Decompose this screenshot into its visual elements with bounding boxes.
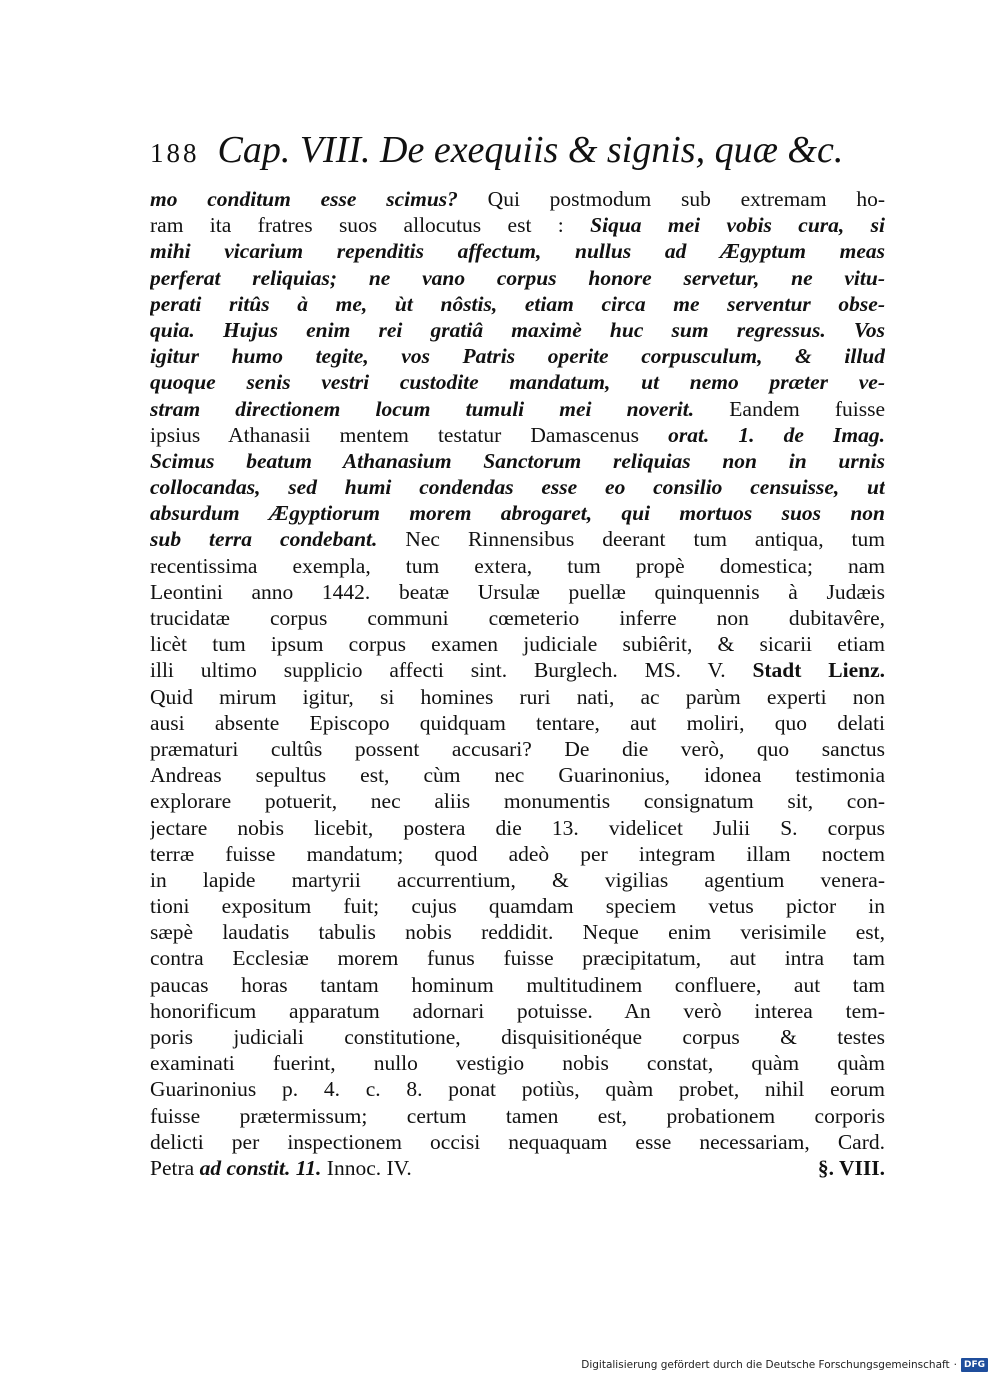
blackletter-segment: Stadt Lienz. bbox=[752, 658, 885, 683]
text-segment: delicti per inspectionem occisi nequaquam esse necessariam, Card. bbox=[150, 1129, 885, 1154]
text-line bbox=[150, 579, 885, 605]
text-line bbox=[150, 762, 885, 788]
text-segment: in lapide martyrii accurrentium, & vigilias agentium venera- bbox=[150, 867, 885, 892]
italic-segment: Scimus beatum Athanasium Sanctorum reliquias non in urnis bbox=[150, 448, 885, 473]
text-segment: licèt tum ipsum corpus examen judiciale subiêrit, & sicarii etiam bbox=[150, 632, 885, 657]
text-segment: sæpè laudatis tabulis nobis reddidit. Neque enim verisimile est, bbox=[150, 920, 885, 945]
text-segment: Qui postmodum sub extremam ho- bbox=[457, 187, 885, 211]
text-line bbox=[150, 291, 885, 317]
text-line bbox=[150, 631, 885, 657]
text-line bbox=[150, 1155, 885, 1181]
text-line bbox=[150, 788, 885, 814]
text-segment: illi ultimo supplicio affecti sint. Burglech. MS. V. bbox=[150, 658, 753, 683]
text-line bbox=[150, 317, 885, 343]
text-line bbox=[150, 1129, 885, 1155]
text-line bbox=[150, 553, 885, 579]
text-line bbox=[150, 1024, 885, 1050]
credit-text: Digitalisierung gefördert durch die Deutsche Forschungsgemeinschaft bbox=[581, 1359, 950, 1371]
italic-segment: quia. Hujus enim rei gratiâ maximè huc sum regressus. Vos bbox=[150, 317, 885, 342]
text-segment: ausi absente Episcopo quidquam tentare, aut moliri, quo delati bbox=[150, 710, 885, 735]
page-number: 188 bbox=[150, 138, 200, 168]
italic-segment: perferat reliquias; ne vano corpus honore servetur, ne vitu- bbox=[150, 265, 885, 290]
italic-segment: Siqua mei vobis cura, si bbox=[590, 213, 885, 238]
text-segment: recentissima exempla, tum extera, tum propè domestica; nam bbox=[150, 553, 885, 578]
text-segment: Leontini anno 1442. beatæ Ursulæ puellæ quinquennis à Judæis bbox=[150, 579, 885, 604]
text-line bbox=[150, 500, 885, 526]
text-line bbox=[150, 186, 885, 212]
text-line bbox=[150, 422, 885, 448]
text-segment: paucas horas tantam hominum multitudinem confluere, aut tam bbox=[150, 972, 885, 997]
italic-segment: quoque senis vestri custodite mandatum, ut nemo præter ve- bbox=[150, 370, 885, 395]
text-segment: jectare nobis licebit, postera die 13. videlicet Julii S. corpus bbox=[150, 815, 885, 840]
italic-segment: absurdum Ægyptiorum morem abrogaret, qui mortuos suos non bbox=[150, 501, 885, 526]
text-line bbox=[150, 396, 885, 422]
text-segment: explorare potuerit, nec aliis monumentis consignatum sit, con- bbox=[150, 789, 885, 814]
italic-segment: perati ritûs à me, ùt nôstis, etiam circa me serventur obse- bbox=[150, 291, 885, 316]
text-line bbox=[150, 736, 885, 762]
text-segment: terræ fuisse mandatum; quod adeò per integram illam noctem bbox=[150, 841, 885, 866]
text-line bbox=[150, 841, 885, 867]
text-segment: Guarinonius p. 4. c. 8. ponat potiùs, quàm probet, nihil eorum bbox=[150, 1077, 885, 1102]
text-line bbox=[150, 343, 885, 369]
text-line bbox=[150, 972, 885, 998]
running-head: Cap. VIII. De exequiis & signis, quæ &c. bbox=[217, 129, 844, 171]
separator: · bbox=[953, 1359, 957, 1371]
text-segment: trucidatæ corpus communi cœmeterio inferre non dubitavêre, bbox=[150, 606, 885, 630]
italic-segment: mihi vicarium rependitis affectum, nullus ad Ægyptum meas bbox=[150, 239, 885, 264]
dfg-logo-icon: DFG bbox=[961, 1358, 988, 1372]
text-segment: præmaturi cultûs possent accusari? De die verò, quo sanctus bbox=[150, 736, 885, 761]
text-line bbox=[150, 369, 885, 395]
text-segment: honorificum apparatum adornari potuisse. An verò interea tem- bbox=[150, 998, 885, 1023]
text-line bbox=[150, 605, 885, 631]
text-line bbox=[150, 998, 885, 1024]
text-line bbox=[150, 1103, 885, 1129]
italic-segment: orat. 1. de Imag. bbox=[668, 422, 885, 447]
text-line bbox=[150, 474, 885, 500]
page-header bbox=[150, 128, 885, 176]
text-segment: examinati fuerint, nullo vestigio nobis constat, quàm quàm bbox=[150, 1051, 885, 1076]
text-line bbox=[150, 238, 885, 264]
text-segment: poris judiciali constitutione, disquisitionéque corpus & testes bbox=[150, 1025, 885, 1049]
text-segment: Eandem fuisse bbox=[694, 396, 885, 421]
body-text bbox=[150, 186, 885, 1181]
italic-segment: stram directionem locum tumuli mei noverit. bbox=[150, 396, 695, 421]
text-line bbox=[150, 212, 885, 238]
text-line bbox=[150, 526, 885, 552]
text-line bbox=[150, 265, 885, 291]
text-segment: Quid mirum igitur, si homines ruri nati, ac parùm experti non bbox=[150, 684, 885, 709]
text-segment: Andreas sepultus est, cùm nec Guarinonius, idonea testimonia bbox=[150, 763, 885, 788]
text-segment: Petra bbox=[150, 1155, 200, 1180]
italic-segment: ad constit. 11. bbox=[199, 1155, 322, 1180]
text-segment: ipsius Athanasii mentem testatur Damascenus bbox=[150, 422, 669, 447]
text-line bbox=[150, 919, 885, 945]
digitization-credit bbox=[581, 1357, 988, 1373]
text-line bbox=[150, 867, 885, 893]
italic-segment: igitur humo tegite, vos Patris operite corpusculum, & illud bbox=[150, 344, 885, 369]
text-line bbox=[150, 710, 885, 736]
italic-segment: collocandas, sed humi condendas esse eo consilio censuisse, ut bbox=[150, 475, 885, 500]
text-line bbox=[150, 657, 885, 683]
signature-mark: §. VIII. bbox=[817, 1155, 885, 1180]
italic-segment: sub terra condebant. bbox=[150, 527, 378, 552]
text-segment: tioni expositum fuit; cujus quamdam speciem vetus pictor in bbox=[150, 894, 885, 919]
text-segment: Innoc. IV. bbox=[321, 1155, 412, 1180]
text-segment: fuisse prætermissum; certum tamen est, probationem corporis bbox=[150, 1103, 885, 1128]
text-segment: Nec Rinnensibus deerant tum antiqua, tum bbox=[377, 527, 885, 552]
italic-segment: mo conditum esse scimus? bbox=[150, 187, 458, 211]
text-line bbox=[150, 815, 885, 841]
text-line bbox=[150, 1050, 885, 1076]
text-line bbox=[150, 893, 885, 919]
text-segment: ram ita fratres suos allocutus est : bbox=[150, 213, 591, 238]
text-line bbox=[150, 684, 885, 710]
text-line bbox=[150, 1076, 885, 1102]
text-line bbox=[150, 448, 885, 474]
text-segment: contra Ecclesiæ morem funus fuisse præcipitatum, aut intra tam bbox=[150, 946, 885, 971]
text-line bbox=[150, 945, 885, 971]
